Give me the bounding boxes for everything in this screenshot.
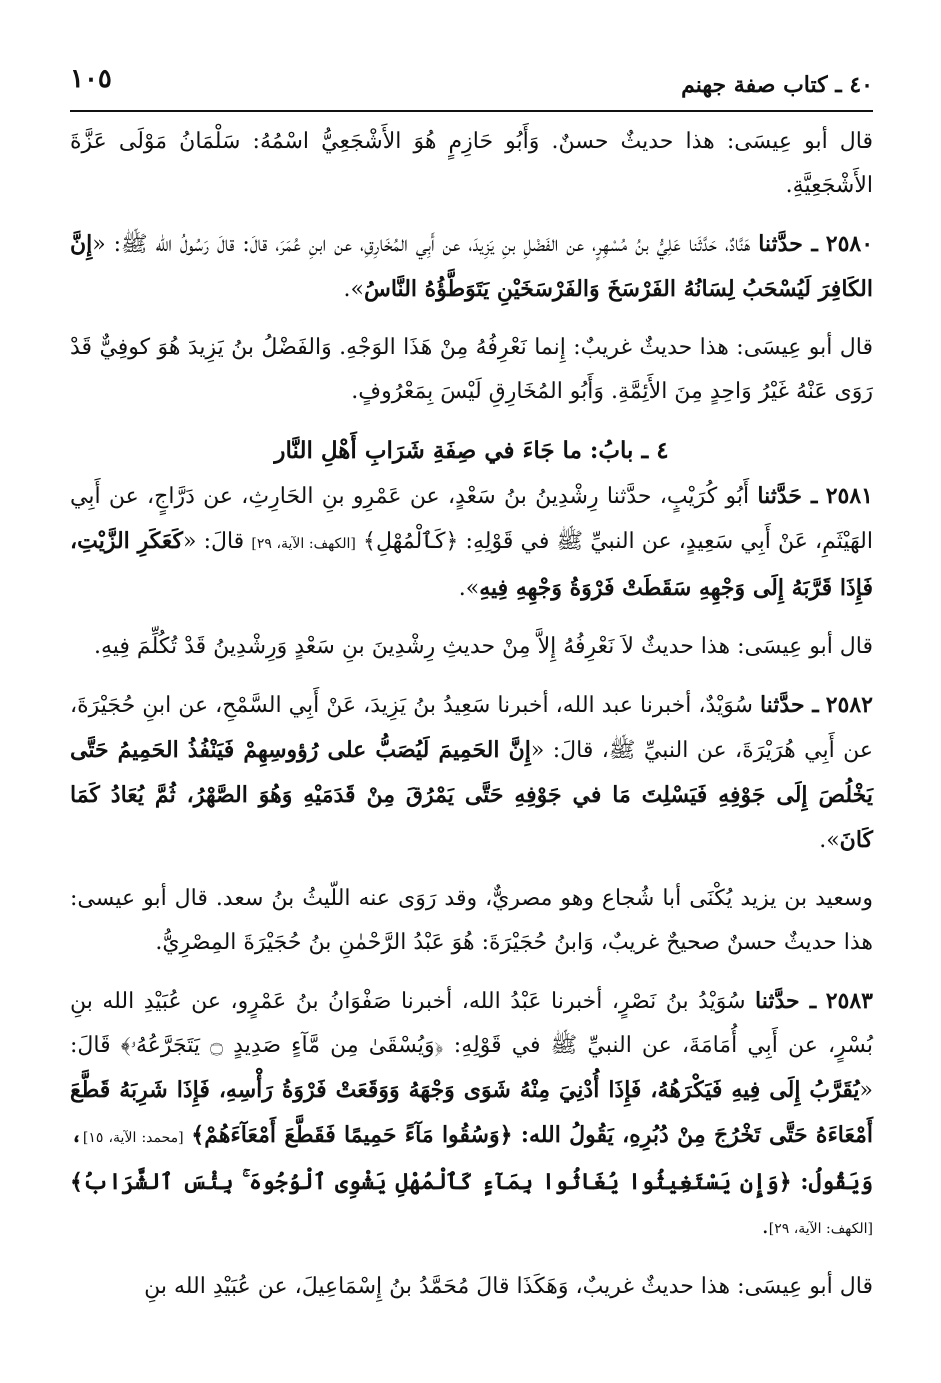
header-rule xyxy=(70,110,873,112)
hadith-text: إِنَّ الحَمِيمَ لَيُصَبُّ على رُؤوسِهِمْ فَيَنْفُذُ الحَمِيمُ حَتَّى يَخْلُصَ إِلَى جَوْفِهِ فَيَسْلِتَ مَا في جَوْفِهِ حَتَّى يَمْرُقَ مِنْ قَدَمَيْهِ وَهُوَ الصَّهْرُ، ثُمَّ يُعَادُ كَمَا كَانَ xyxy=(70,737,873,853)
hadith-2583 xyxy=(70,979,873,1251)
verse-reference: [محمد: الآية، ١٥] xyxy=(82,1130,184,1146)
hadith-number: ٢٥٨٢ xyxy=(825,692,873,718)
hadith-text-cont: ، وَيَقُولُ: ﴿وَإِن يَسْتَغِيثُوا يُغَاثُوا بِمَآءٍ كَٱلْمُهْلِ يَشْوِى ٱلْوُجُوهَ ۚ بِئْسَ ٱلشَّرَابُ﴾ xyxy=(70,1122,873,1195)
page-body xyxy=(70,120,873,1309)
hadith-chain-cont: قالَ: « xyxy=(182,529,245,554)
hadith-text: كَعَكَرِ الزَّيْتِ، فَإِذَا قَرَّبَهُ إِلَى وَجْهِهِ سَقَطَتْ فَرْوَةُ وَجْهِهِ فِيهِ xyxy=(70,528,873,601)
hadith-2582 xyxy=(70,683,873,863)
hadith-end: ». xyxy=(458,576,480,601)
verse-reference: [الكهف: الآية، ٢٩] xyxy=(768,1221,873,1237)
hadith-lead: ـ حدَّثنا xyxy=(759,692,819,718)
hadith-lead: ـ حدَّثنا xyxy=(758,231,818,257)
commentary-paragraph: قال أبو عِيسَى: هذا حديثٌ غريبٌ: إِنما نَعْرِفُهُ مِنْ هَذَا الوَجْهِ. وَالفَضْلُ بنُ يَزِيدَ هُوَ كوفِيٌّ قَدْ رَوَى عَنْهُ غَيْرُ وَاحِدٍ مِنَ الأَئِمَّةِ. وَأَبُو المُخَارِقِ لَيْسَ بِمَعْرُوفٍ. xyxy=(70,335,873,404)
hadith-text: إِنَّ الكَافِرَ لَيُسْحَبُ لِسَانُهُ الفَرْسَخَ وَالفَرْسَخَيْنِ يَتَوَطَّؤُهُ النَّاسُ xyxy=(70,231,873,302)
verse-reference: [الكهف: الآية، ٢٩] xyxy=(251,536,356,552)
commentary-paragraph: وسعيد بن يزيد يُكْنَى أبا شُجاع وهو مصريٌّ، وقد رَوَى عنه اللّيثُ بنُ سعد. قال أبو عيسى: هذا حديثٌ حسنٌ صحيحٌ غريبٌ، وَابنُ حُجَيْرَةَ: هُوَ عَبْدُ الرَّحْمٰنِ بنُ حُجَيْرَةَ المِصْرِيُّ. xyxy=(70,886,873,955)
hadith-end: ». xyxy=(819,828,840,853)
hadith-2581 xyxy=(70,474,873,611)
page-number: ١٠٥ xyxy=(70,64,112,94)
hadith-number: ٢٥٨٠ xyxy=(825,231,874,257)
commentary-paragraph: قال أبو عِيسَى: هذا حديثٌ لاَ نَعْرِفُهُ إِلاَّ مِنْ حديثِ رِشْدِينَ بنِ سَعْدٍ وَرِشْدِينُ قَدْ تُكُلِّمَ فِيهِ. xyxy=(93,634,873,659)
hadith-chain: هَنَّادٌ، حَدَّثَنا عَلِيُّ بنُ مُسْهِرٍ، عن الفَضْلِ بنِ يَزِيدَ، عن أَبِي المُخَارِقِ، عن ابنِ عُمَرَ، قالَ: قالَ رَسُولُ الله ﷺ: « xyxy=(92,232,751,257)
hadith-2580 xyxy=(70,222,873,312)
running-title: ٤٠ ـ كتاب صفة جهنم xyxy=(681,72,873,98)
hadith-end: . xyxy=(761,1214,769,1239)
hadith-end: ». xyxy=(343,277,364,302)
hadith-number: ٢٥٨١ xyxy=(825,483,873,509)
hadith-chain: سُوَيْدٌ، أخبرنا عبد الله، أخبرنا سَعِيدُ بنُ يَزِيدَ، عَنْ أَبِي السَّمْحِ، عن ابنِ حُجَيْرَةَ، عن أَبِي هُرَيْرَةَ، عن النبيِّ ﷺ، قالَ: « xyxy=(70,693,873,763)
hadith-lead: ـ حَدَّثنا xyxy=(757,483,818,509)
commentary-paragraph: قال أبو عِيسَى: هذا حديثٌ غريبٌ، وَهَكَذَا قالَ مُحَمَّدُ بنُ إِسْمَاعِيلَ، عن عُبَيْدِ الله بنِ xyxy=(144,1274,873,1299)
hadith-chain: أَبُو كُرَيْبٍ، حدَّثنا رِشْدِينُ بنُ سَعْدٍ، عن عَمْرِو بنِ الحَارِثِ، عن دَرَّاجٍ، عن أَبِي الهَيْثَمِ، عَنْ أَبِي سَعِيدٍ، عن النبيِّ ﷺ في قَوْلِهِ: ﴿كَٱلْمُهْلِ﴾ xyxy=(70,484,873,554)
hadith-text: يُقَرَّبُ إِلَى فِيهِ فَيَكْرَهُهُ، فَإِذَا أُدْنِيَ مِنْهُ شَوَى وَجْهَهُ وَوَقَعَتْ فَرْوَةُ رَأْسِهِ، فَإِذَا شَرِبَهُ قَطَّعَ أَمْعَاءَهُ حَتَّى تَخْرُجَ مِنْ دُبُرِهِ، يَقُولُ الله: ﴿وَسُقُوا مَآءً حَمِيمًا فَقَطَّعَ أَمْعَآءَهُمْ﴾ xyxy=(70,1077,874,1148)
page-header xyxy=(70,58,873,104)
commentary-paragraph: قال أبو عِيسَى: هذا حديثٌ حسنٌ. وَأَبُو حَازِمٍ هُوَ الأَشْجَعِيُّ اسْمُهُ: سَلْمَانُ مَوْلَى عَزَّةَ الأَشْجَعِيَّةِ. xyxy=(70,129,873,198)
hadith-lead: ـ حدَّثنا xyxy=(755,988,817,1014)
hadith-chain: سُوَيْدُ بنُ نَصْرٍ، أخبرنا عَبْدُ الله، أخبرنا صَفْوَانُ بنُ عَمْرٍو، عن عُبَيْدِ الله بنِ بُسْرٍ، عن أَبِي أُمَامَةَ، عن النبيِّ ﷺ في قَوْلِهِ: ﴿وَيُسْقَىٰ مِن مَّآءٍ صَدِيدٍ ۝ يَتَجَرَّعُهُۥ﴾ قَالَ: « xyxy=(70,989,874,1103)
chapter-heading: ٤ ـ بابُ: ما جَاءَ في صِفَةِ شَرَابِ أَهْلِ النَّار xyxy=(274,437,669,464)
hadith-number: ٢٥٨٣ xyxy=(825,988,873,1014)
